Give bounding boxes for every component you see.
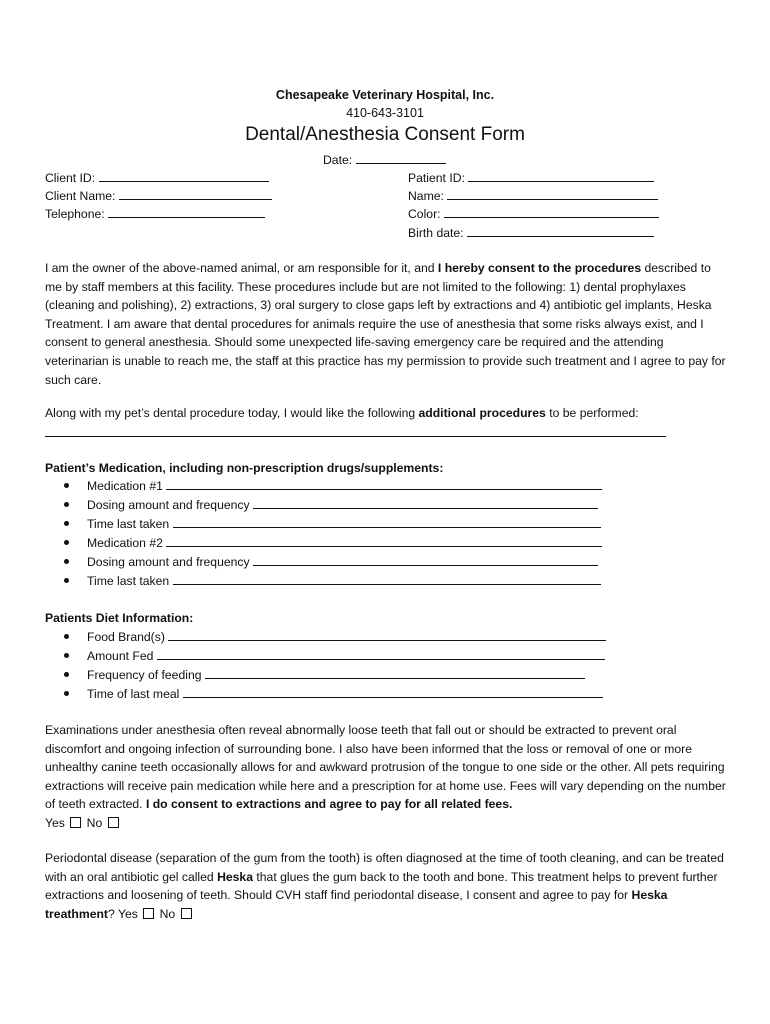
heska-bold: Heska (217, 869, 253, 884)
hospital-name: Chesapeake Veterinary Hospital, Inc. (275, 88, 495, 102)
medication-item-line[interactable] (253, 553, 598, 566)
extractions-no-checkbox[interactable] (108, 817, 119, 828)
additional-text-b: to be performed: (545, 406, 639, 420)
extractions-no-label: No (86, 815, 103, 830)
periodontal-no-label: No (159, 906, 176, 921)
diet-item-line[interactable] (168, 628, 606, 641)
medication-item-line[interactable] (166, 477, 602, 490)
medication-item[interactable] (64, 553, 602, 572)
patient-name-field[interactable] (408, 187, 658, 203)
diet-heading: Patients Diet Information: (45, 611, 194, 625)
medication-item-label: Dosing amount and frequency (87, 498, 250, 512)
telephone-label: Telephone: (45, 207, 105, 221)
consent-bold: I hereby consent to the procedures (437, 261, 642, 275)
periodontal-text-c: ? (107, 906, 118, 921)
bullet-icon (64, 559, 69, 564)
additional-bold: additional procedures (418, 406, 546, 420)
extractions-bold: I do consent to extractions and agree to pay for all related fees. (145, 797, 513, 812)
patient-id-label: Patient ID: (408, 171, 465, 185)
additional-text-a: Along with my pet’s dental procedure today, I would like the following (45, 406, 419, 420)
color-label: Color: (408, 207, 441, 221)
additional-procedures-paragraph (45, 404, 729, 423)
diet-item-line[interactable] (157, 647, 605, 660)
color-field[interactable] (408, 205, 659, 221)
medication-item-line[interactable] (173, 515, 601, 528)
patient-name-line[interactable] (447, 187, 658, 200)
bullet-icon (64, 540, 69, 545)
periodontal-paragraph (45, 849, 729, 923)
date-field[interactable] (323, 151, 446, 167)
extractions-yes-checkbox[interactable] (70, 817, 81, 828)
bullet-icon (64, 672, 69, 677)
birth-date-label: Birth date: (408, 226, 464, 240)
medication-list (64, 477, 602, 591)
medication-item-line[interactable] (166, 534, 602, 547)
heska-treatment-bold: Heska treathment (45, 888, 668, 921)
diet-item[interactable] (64, 628, 606, 647)
date-line[interactable] (356, 151, 446, 164)
periodontal-yes-checkbox[interactable] (143, 908, 154, 919)
patient-id-field[interactable] (408, 169, 654, 185)
extractions-paragraph (45, 721, 729, 833)
patient-id-line[interactable] (468, 169, 654, 182)
diet-item[interactable] (64, 647, 606, 666)
medication-item[interactable] (64, 572, 602, 591)
medication-item-label: Dosing amount and frequency (87, 555, 250, 569)
periodontal-yes-label: Yes (117, 906, 138, 921)
medication-item-label: Time last taken (87, 517, 170, 531)
hospital-phone: 410-643-3101 (346, 106, 424, 120)
client-id-line[interactable] (99, 169, 269, 182)
client-name-line[interactable] (119, 187, 272, 200)
medication-item-label: Time last taken (87, 574, 170, 588)
bullet-icon (64, 691, 69, 696)
periodontal-no-checkbox[interactable] (181, 908, 192, 919)
consent-text-b: described to me by staff members at this facility. These procedures include but are not limited to the following: 1) dental prophylaxes (cleaning and polishing), 2) extractions, 3) oral surgery to close gaps left by extractions and 4) antibiotic gel implants, Heska Treatment. I am aware that dental procedures for animals require the use of anesthesia that some risks always exist, and I consent to general anesthesia. Should some unexpected life-saving emergency care be required and the attending veterinarian is unable to reach me, the staff at this practice has my permission to provide such treatment and I agree to pay for such care. (45, 261, 726, 387)
diet-item-label: Food Brand(s) (87, 630, 165, 644)
consent-paragraph (45, 259, 729, 389)
diet-item-line[interactable] (183, 685, 603, 698)
diet-item-line[interactable] (205, 666, 585, 679)
medication-heading: Patient’s Medication, including non-prescription drugs/supplements: (45, 461, 444, 475)
diet-item-label: Time of last meal (87, 687, 180, 701)
telephone-line[interactable] (108, 205, 265, 218)
bullet-icon (64, 653, 69, 658)
consent-text-a: I am the owner of the above-named animal, or am responsible for it, and (45, 261, 438, 275)
extractions-yes-label: Yes (45, 815, 65, 830)
medication-item-label: Medication #2 (87, 536, 163, 550)
color-line[interactable] (444, 205, 659, 218)
diet-list (64, 628, 606, 704)
medication-item[interactable] (64, 515, 602, 534)
birth-date-line[interactable] (467, 224, 654, 237)
diet-item[interactable] (64, 685, 606, 704)
additional-procedures-line[interactable] (45, 436, 666, 437)
periodontal-text-a: Periodontal disease (separation of the gum from the tooth) is often diagnosed at the time of tooth cleaning, and can be treated with an oral antibiotic gel called (45, 851, 724, 884)
extractions-text: Examinations under anesthesia often reveal abnormally loose teeth that fall out or should be extracted to prevent oral discomfort and ongoing infection of surrounding bone. I also have been informed that the loss or removal of one or more unhealthy canine teeth occasionally allows for and awkward protrusion of the tongue to one side or the other. All pets requiring extractions will receive pain medication while here and a prescription for at home use. Fees will vary depending on the number of teeth extracted. (45, 723, 726, 812)
medication-item[interactable] (64, 496, 602, 515)
birth-date-field[interactable] (408, 224, 654, 240)
bullet-icon (64, 521, 69, 526)
patient-name-label: Name: (408, 189, 444, 203)
medication-item-line[interactable] (173, 572, 601, 585)
periodontal-text-b: that glues the gum back to the tooth and bone. This treatment helps to prevent further extractions and loosening of teeth. Should CVH staff find periodontal disease, I consent and agree to pay for (45, 869, 718, 903)
bullet-icon (64, 502, 69, 507)
client-name-field[interactable] (45, 187, 272, 203)
medication-item-label: Medication #1 (87, 479, 163, 493)
diet-item-label: Frequency of feeding (87, 668, 202, 682)
medication-item[interactable] (64, 534, 602, 553)
client-name-label: Client Name: (45, 189, 116, 203)
client-id-label: Client ID: (45, 171, 96, 185)
telephone-field[interactable] (45, 205, 265, 221)
medication-item-line[interactable] (253, 496, 598, 509)
diet-item[interactable] (64, 666, 606, 685)
bullet-icon (64, 578, 69, 583)
bullet-icon (64, 483, 69, 488)
date-label: Date: (323, 153, 353, 167)
bullet-icon (64, 634, 69, 639)
diet-item-label: Amount Fed (87, 649, 154, 663)
medication-item[interactable] (64, 477, 602, 496)
form-title: Dental/Anesthesia Consent Form (245, 124, 525, 145)
client-id-field[interactable] (45, 169, 269, 185)
